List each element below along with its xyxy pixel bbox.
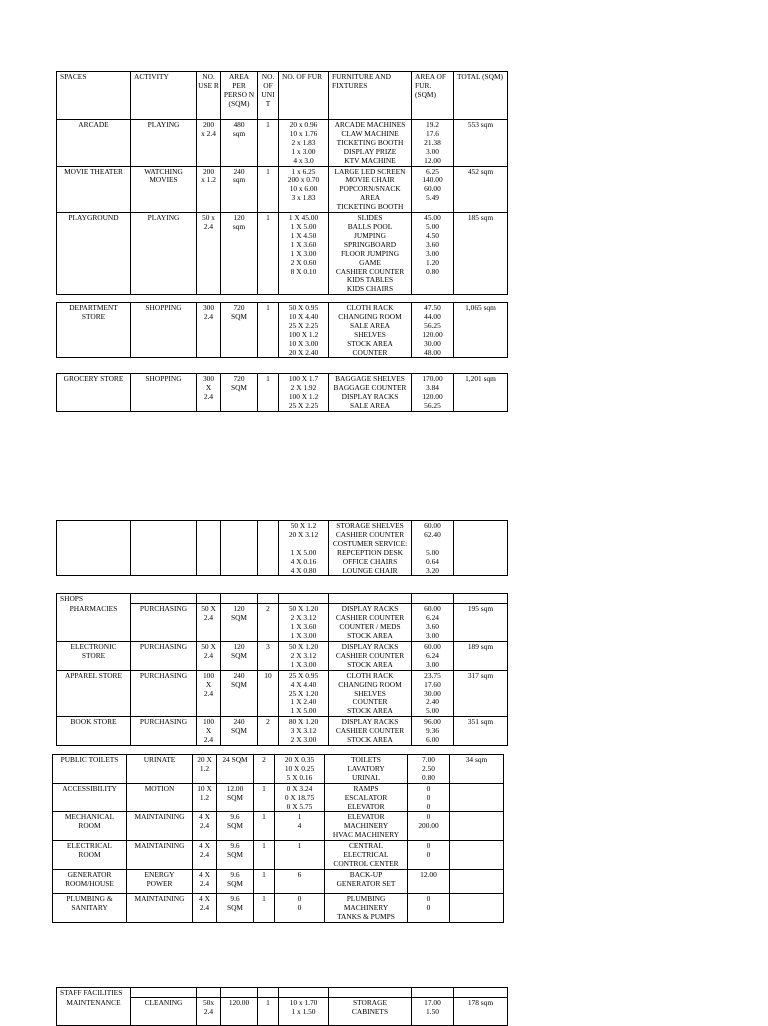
cell-area-person: 720 SQM: [221, 374, 258, 412]
cell-units: 1: [258, 213, 279, 295]
grocery-continuation-table: [56, 520, 508, 576]
cell-activity: [131, 521, 197, 576]
cell-activity: ENERGY POWER: [127, 869, 193, 893]
cell-space: MECHANICAL ROOM: [53, 812, 127, 841]
cell-total: 351 sqm: [454, 717, 508, 746]
table-row: [53, 783, 504, 812]
cell-fur-count: 100 X 1.7 2 X 1.92 100 X 1.2 25 X 2.25: [279, 374, 329, 412]
cell-fur-area: 17.00 1.50: [412, 998, 454, 1026]
spaces-table-main: [56, 71, 508, 295]
table-row: [53, 869, 504, 893]
cell-space: ACCESSIBILITY: [53, 783, 127, 812]
cell-fur-count: 0 0: [275, 893, 325, 922]
cell-units: 1: [254, 893, 275, 922]
cell-users: 300 X 2.4: [197, 374, 221, 412]
table-row: [53, 812, 504, 841]
cell-users: 50 X 2.4: [197, 604, 221, 642]
table-row: [57, 717, 508, 746]
cell-users: 4 X 2.4: [193, 841, 217, 870]
cell-space: DEPARTMENT STORE: [57, 303, 131, 358]
cell-fur-count: 20 x 0.96 10 x 1.76 2 x 1.83 1 x 3.00 4 x 3.0: [279, 120, 329, 167]
cell-total: [450, 893, 504, 922]
cell-furniture: DISPLAY RACKS CASHIER COUNTER STOCK AREA: [329, 717, 412, 746]
cell-activity: MAINTAINING: [127, 893, 193, 922]
shops-table: [56, 593, 508, 746]
table-row: [57, 213, 508, 295]
cell-space: BOOK STORE: [57, 717, 131, 746]
cell-fur-area: 45.00 5.00 4.50 3.60 3.00 1.20 0.80: [412, 213, 454, 295]
cell-activity: CLEANING: [131, 998, 197, 1026]
cell-total: 452 sqm: [454, 166, 508, 213]
cell-fur-count: 20 X 0.35 10 X 0.25 5 X 0.16: [275, 755, 325, 784]
cell-fur-area: 6.25 140.00 60.00 5.49: [412, 166, 454, 213]
header-spaces: SPACES: [57, 72, 131, 120]
cell-units: [258, 521, 279, 576]
cell-fur-count: 10 x 1.70 1 x 1.50: [279, 998, 329, 1026]
cell-units: 1: [258, 120, 279, 167]
cell-units: 2: [258, 717, 279, 746]
cell-area-person: 9.6 SQM: [217, 893, 254, 922]
cell-furniture: CENTRAL ELECTRICAL CONTROL CENTER: [325, 841, 408, 870]
table-row: [57, 998, 508, 1026]
cell-furniture: DISPLAY RACKS CASHIER COUNTER COUNTER / MEDS STOCK AREA: [329, 604, 412, 642]
cell-area-person: 12.00 SQM: [217, 783, 254, 812]
cell-space: MAINTENANCE: [57, 998, 131, 1026]
cell-activity: MOTION: [127, 783, 193, 812]
cell-area-person: 120 sqm: [221, 213, 258, 295]
cell-space: PLAYGROUND: [57, 213, 131, 295]
cell-space: GROCERY STORE: [57, 374, 131, 412]
cell-fur-area: 60.00 6.24 3.60 3.00: [412, 604, 454, 642]
cell-fur-count: 50 X 1.2 20 X 3.12 1 X 5.00 4 X 0.16 4 X 0.80: [279, 521, 329, 576]
header-no-of-unit: NO. OF UNI T: [258, 72, 279, 120]
cell-total: 189 sqm: [454, 642, 508, 671]
cell-furniture: STORAGE CABINETS: [329, 998, 412, 1026]
cell-fur-count: 1 X 45.00 1 X 5.00 1 X 4.50 1 X 3.60 1 X 3.00 2 X 0.60 8 X 0.10: [279, 213, 329, 295]
cell-area-person: 9.6 SQM: [217, 869, 254, 893]
cell-activity: MAINTAINING: [127, 841, 193, 870]
table-row: [57, 670, 508, 717]
cell-fur-count: 50 X 1.20 2 X 3.12 1 X 3.00: [279, 642, 329, 671]
cell-area-person: 9.6 SQM: [217, 841, 254, 870]
cell-space: PHARMACIES: [57, 604, 131, 642]
cell-fur-area: 47.50 44.00 56.25 120.00 30.00 48.00: [412, 303, 454, 358]
cell-fur-count: 1: [275, 841, 325, 870]
cell-fur-count: 50 X 0.95 10 X 4.40 25 X 2.25 100 X 1.2 10 X 3.00 20 X 2.40: [279, 303, 329, 358]
cell-users: 50 x 2.4: [197, 213, 221, 295]
cell-users: 200 x 1.2: [197, 166, 221, 213]
cell-fur-count: 1 4: [275, 812, 325, 841]
cell-total: [450, 869, 504, 893]
cell-area-person: 120 SQM: [221, 642, 258, 671]
cell-space: ELECTRICAL ROOM: [53, 841, 127, 870]
table-row: [57, 303, 508, 358]
cell-units: 1: [258, 374, 279, 412]
cell-users: 200 x 2.4: [197, 120, 221, 167]
table-row: [57, 521, 508, 576]
cell-fur-area: 7.00 2.50 0.80: [408, 755, 450, 784]
cell-furniture: ARCADE MACHINES CLAW MACHINE TICKETING BOOTH DISPLAY PRIZE KTV MACHINE: [329, 120, 412, 167]
cell-area-person: [221, 521, 258, 576]
cell-users: 100 X 2.4: [197, 670, 221, 717]
cell-users: [197, 521, 221, 576]
header-row: [57, 72, 508, 120]
header-no-user: NO. USE R: [197, 72, 221, 120]
cell-area-person: 24 SQM: [217, 755, 254, 784]
table-row: [57, 120, 508, 167]
cell-total: 178 sqm: [454, 998, 508, 1026]
cell-furniture: CLOTH RACK CHANGING ROOM SHELVES COUNTER STOCK AREA: [329, 670, 412, 717]
cell-space: ELECTRONIC STORE: [57, 642, 131, 671]
cell-space: MOVIE THEATER: [57, 166, 131, 213]
staff-facilities-title: STAFF FACILITIES: [57, 988, 131, 998]
cell-fur-area: 0 200.00: [408, 812, 450, 841]
cell-total: [450, 841, 504, 870]
cell-activity: PURCHASING: [131, 642, 197, 671]
table-row: [57, 166, 508, 213]
cell-fur-area: 96.00 9.36 6.00: [412, 717, 454, 746]
cell-fur-area: 170.00 3.84 120.00 56.25: [412, 374, 454, 412]
grocery-store-table: [56, 373, 508, 412]
cell-fur-count: 25 X 0.95 4 X 4.40 25 X 1.20 1 X 2.40 1 X 5.00: [279, 670, 329, 717]
header-total: TOTAL (SQM): [454, 72, 508, 120]
cell-area-person: 9.6 SQM: [217, 812, 254, 841]
cell-users: 10 X 1.2: [193, 783, 217, 812]
cell-units: 2: [254, 755, 275, 784]
cell-units: 10: [258, 670, 279, 717]
cell-furniture: CLOTH RACK CHANGING ROOM SALE AREA SHELVES STOCK AREA COUNTER: [329, 303, 412, 358]
cell-furniture: SLIDES BALLS POOL JUMPING SPRINGBOARD FLOOR JUMPING GAME CASHIER COUNTER KIDS TABLES KIDS CHAIRS: [329, 213, 412, 295]
cell-space: PLUMBING & SANITARY: [53, 893, 127, 922]
cell-area-person: 240 SQM: [221, 717, 258, 746]
table-row: [53, 755, 504, 784]
cell-area-person: 120 SQM: [221, 604, 258, 642]
cell-fur-area: 23.75 17.60 30.00 2.40 5.00: [412, 670, 454, 717]
cell-units: 1: [254, 841, 275, 870]
cell-activity: SHOPPING: [131, 303, 197, 358]
cell-users: 300 2.4: [197, 303, 221, 358]
cell-furniture: STORAGE SHELVES CASHIER COUNTER COSTUMER SERVICE: REPCEPTION DESK OFFICE CHAIRS LOUNGE CHAIR: [329, 521, 412, 576]
cell-space: PUBLIC TOILETS: [53, 755, 127, 784]
shops-section-title: SHOPS: [57, 594, 131, 604]
cell-activity: PURCHASING: [131, 604, 197, 642]
cell-activity: PLAYING: [131, 213, 197, 295]
cell-area-person: 240 sqm: [221, 166, 258, 213]
cell-units: 1: [254, 869, 275, 893]
table-row: [57, 604, 508, 642]
cell-users: 50x 2.4: [197, 998, 221, 1026]
cell-units: 1: [258, 166, 279, 213]
cell-total: [450, 783, 504, 812]
cell-space: APPAREL STORE: [57, 670, 131, 717]
utilities-table: [52, 754, 504, 923]
cell-fur-area: 0 0: [408, 841, 450, 870]
cell-furniture: DISPLAY RACKS CASHIER COUNTER STOCK AREA: [329, 642, 412, 671]
cell-units: 1: [258, 998, 279, 1026]
cell-activity: PLAYING: [131, 120, 197, 167]
cell-space: ARCADE: [57, 120, 131, 167]
staff-facilities-table: [56, 987, 508, 1026]
cell-furniture: RAMPS ESCALATOR ELEVATOR: [325, 783, 408, 812]
cell-area-person: 720 SQM: [221, 303, 258, 358]
cell-fur-area: 60.00 6.24 3.00: [412, 642, 454, 671]
cell-activity: SHOPPING: [131, 374, 197, 412]
section-title-row: [57, 594, 508, 604]
cell-users: 4 X 2.4: [193, 812, 217, 841]
table-row: [57, 374, 508, 412]
cell-users: 20 X 1.2: [193, 755, 217, 784]
cell-users: 4 X 2.4: [193, 893, 217, 922]
cell-total: 1,201 sqm: [454, 374, 508, 412]
cell-fur-count: 50 X 1.20 2 X 3.12 1 X 3.60 1 X 3.00: [279, 604, 329, 642]
cell-total: [450, 812, 504, 841]
cell-area-person: 480 sqm: [221, 120, 258, 167]
cell-fur-area: 0 0: [408, 893, 450, 922]
cell-total: 195 sqm: [454, 604, 508, 642]
cell-fur-count: 1 x 6.25 200 x 0.70 10 x 6.00 3 x 1.83: [279, 166, 329, 213]
cell-fur-area: 12.00: [408, 869, 450, 893]
header-area-of-fur: AREA OF FUR. (SQM): [412, 72, 454, 120]
header-area-per-person: AREA PER PERSO N (SQM): [221, 72, 258, 120]
cell-units: 3: [258, 642, 279, 671]
cell-total: 553 sqm: [454, 120, 508, 167]
cell-total: 34 sqm: [450, 755, 504, 784]
section-title-row: [57, 988, 508, 998]
cell-activity: MAINTAINING: [127, 812, 193, 841]
cell-total: [454, 521, 508, 576]
cell-activity: WATCHING MOVIES: [131, 166, 197, 213]
cell-activity: URINATE: [127, 755, 193, 784]
cell-units: 1: [254, 783, 275, 812]
cell-total: 317 sqm: [454, 670, 508, 717]
cell-area-person: 240 SQM: [221, 670, 258, 717]
cell-furniture: PLUMBING MACHINERY TANKS & PUMPS: [325, 893, 408, 922]
cell-total: 1,065 sqm: [454, 303, 508, 358]
cell-fur-area: 19.2 17.6 21.38 3.00 12.00: [412, 120, 454, 167]
cell-fur-count: 0 X 3.24 0 X 18.75 0 X 5.75: [275, 783, 325, 812]
department-store-table: [56, 302, 508, 358]
cell-furniture: LARGE LED SCREEN MOVIE CHAIR POPCORN/SNACK AREA TICKETING BOOTH: [329, 166, 412, 213]
cell-units: 1: [254, 812, 275, 841]
cell-activity: PURCHASING: [131, 717, 197, 746]
cell-space: GENERATOR ROOM/HOUSE: [53, 869, 127, 893]
table-row: [53, 841, 504, 870]
cell-users: 4 X 2.4: [193, 869, 217, 893]
cell-units: 2: [258, 604, 279, 642]
cell-units: 1: [258, 303, 279, 358]
cell-furniture: BACK-UP GENERATOR SET: [325, 869, 408, 893]
cell-activity: PURCHASING: [131, 670, 197, 717]
cell-users: 100 X 2.4: [197, 717, 221, 746]
header-furniture-fixtures: FURNITURE AND FIXTURES: [329, 72, 412, 120]
table-row: [57, 642, 508, 671]
cell-area-person: 120.00: [221, 998, 258, 1026]
cell-furniture: TOILETS LAVATORY URINAL: [325, 755, 408, 784]
cell-fur-area: 0 0 0: [408, 783, 450, 812]
cell-space: [57, 521, 131, 576]
header-no-of-fur: NO. OF FUR: [279, 72, 329, 120]
cell-fur-count: 6: [275, 869, 325, 893]
cell-furniture: BAGGAGE SHELVES BAGGAGE COUNTER DISPLAY RACKS SALE AREA: [329, 374, 412, 412]
header-activity: ACTIVITY: [131, 72, 197, 120]
cell-fur-area: 60.00 62.40 5.00 0.64 3.20: [412, 521, 454, 576]
cell-total: 185 sqm: [454, 213, 508, 295]
table-row: [53, 893, 504, 922]
cell-fur-count: 80 X 1.20 3 X 3.12 2 X 3.00: [279, 717, 329, 746]
cell-furniture: ELEVATOR MACHINERY HVAC MACHINERY: [325, 812, 408, 841]
cell-users: 50 X 2.4: [197, 642, 221, 671]
